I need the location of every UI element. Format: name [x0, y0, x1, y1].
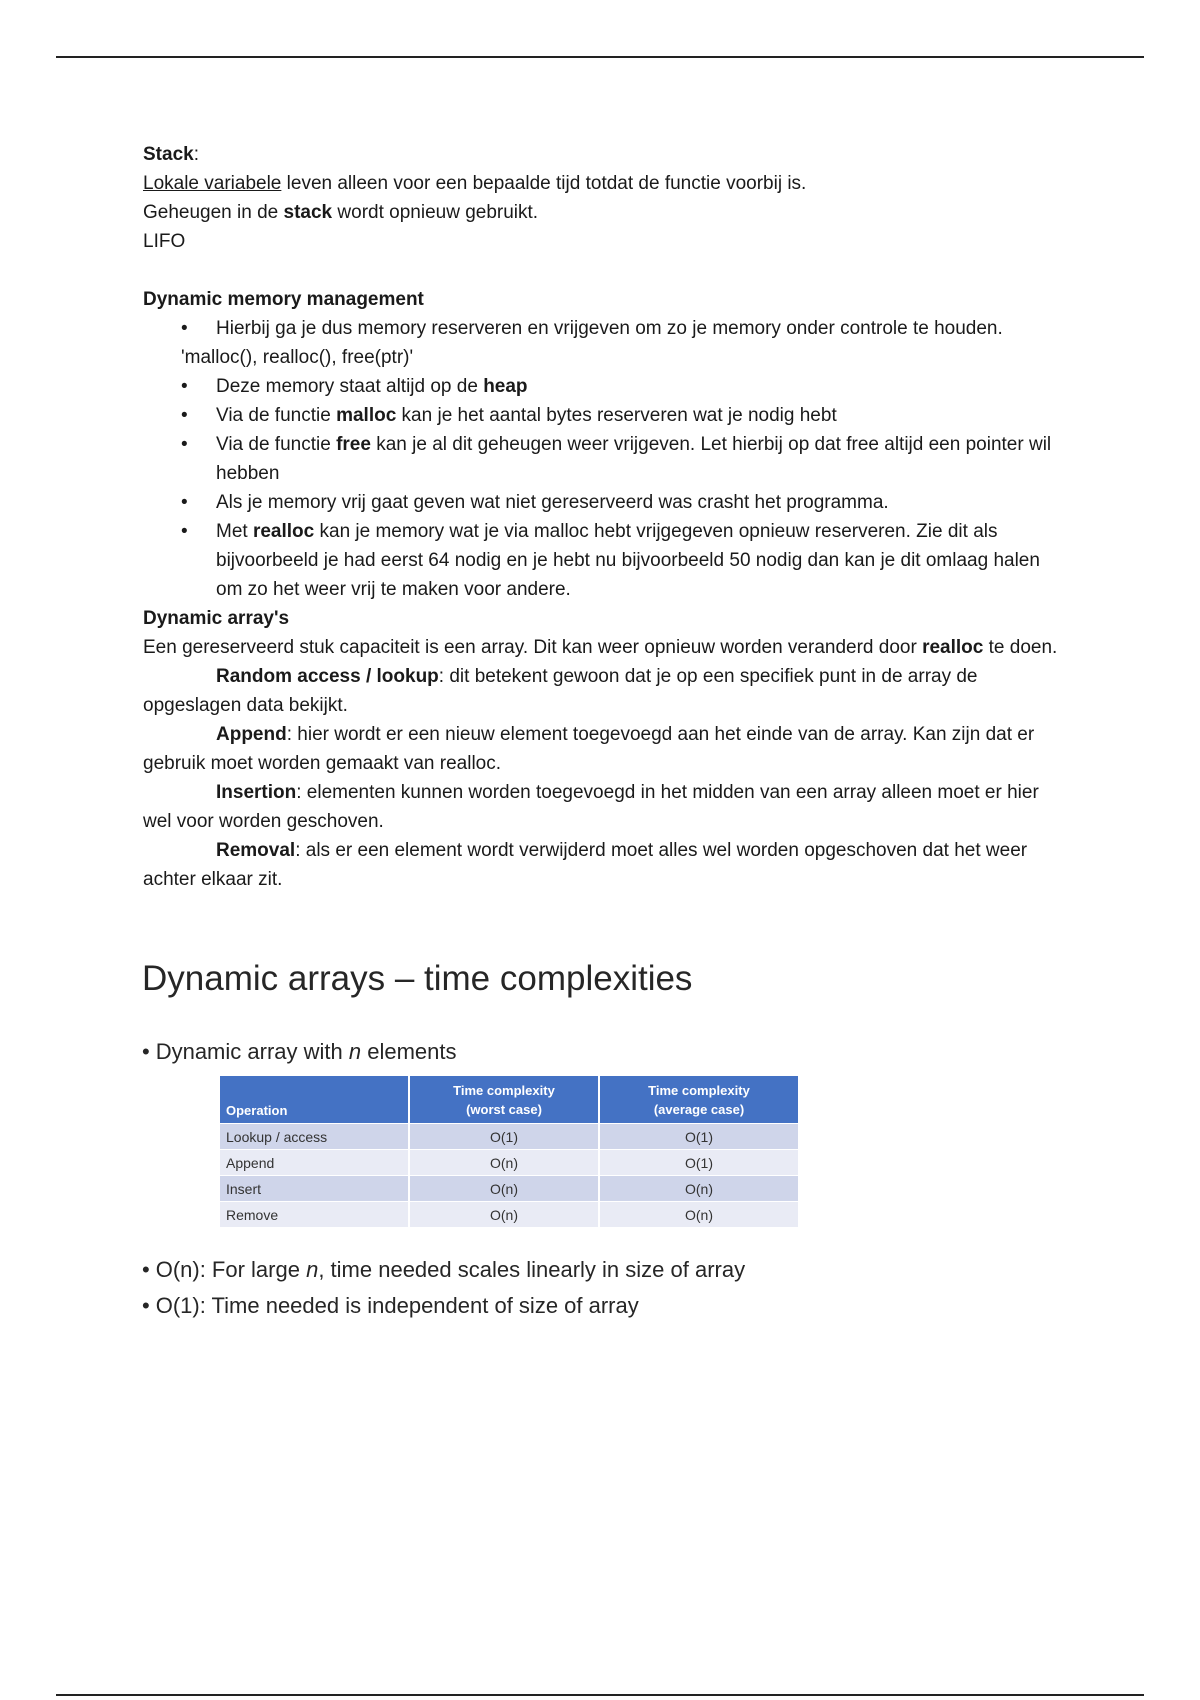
slide-bullet-1: [142, 1038, 457, 1066]
operation-term: Insertion: [216, 782, 297, 803]
footer-rule: [56, 1694, 1144, 1696]
intro-text-end: te doen.: [983, 637, 1058, 658]
list-item: [143, 401, 1063, 430]
operation-term: Random access / lookup: [216, 666, 439, 687]
slide-bullet-text: , time needed scales linearly in size of array: [318, 1257, 746, 1282]
dynamic-arrays-intro: [143, 633, 1063, 662]
list-item-bold: malloc: [336, 405, 397, 426]
operation-random-access: [143, 662, 1063, 720]
list-item-text: kan je al dit geheugen weer vrijgeven. Let hierbij op dat free altijd een pointer wil hebben: [216, 434, 1052, 484]
document-body: [143, 140, 1063, 894]
operation-term: Removal: [216, 840, 296, 861]
intro-bold: realloc: [922, 637, 984, 658]
header-worst-case: [409, 1076, 599, 1124]
list-item-bold: heap: [483, 376, 528, 397]
header-text: (worst case): [466, 1101, 542, 1117]
list-item-bold: realloc: [252, 521, 315, 542]
table-row: [220, 1124, 799, 1150]
stack-line-2: [143, 198, 1063, 227]
header-text: Time complexity: [648, 1082, 750, 1098]
slide-bullet-text: elements: [361, 1039, 457, 1064]
slide-title: Dynamic arrays – time complexities: [142, 959, 693, 998]
slide-bullet-italic: n: [348, 1039, 362, 1064]
stack-line-1-text: leven alleen voor een bepaalde tijd totdat de functie voorbij is.: [281, 173, 807, 194]
slide-bullet-text: Dynamic array with: [155, 1039, 349, 1064]
slide-bullet-2: [142, 1256, 745, 1284]
table-header-row: [220, 1076, 799, 1124]
table-row: [220, 1176, 799, 1202]
table-cell: O(1): [599, 1124, 799, 1150]
operation-description: : als er een element wordt verwijderd moet alles wel worden opgeschoven dat het weer achter elkaar zit.: [143, 840, 1028, 890]
slide-bullet-text: O(1): Time needed is independent of size of array: [155, 1293, 639, 1318]
dmm-list-2: [143, 372, 1063, 604]
list-item-text: Met: [216, 521, 253, 542]
header-operation: Operation: [220, 1076, 409, 1124]
list-item: [143, 517, 1063, 604]
slide-bullet-text: O(n): For large: [155, 1257, 307, 1282]
embedded-slide-image: [136, 950, 936, 1330]
slide-bullet-italic: n: [306, 1257, 319, 1282]
header-rule: [56, 56, 1144, 58]
stack-line-1: [143, 169, 1063, 198]
table-cell: O(1): [409, 1124, 599, 1150]
operation-description: : hier wordt er een nieuw element toegevoegd aan het einde van de array. Kan zijn dat er gebruik moet worden gemaakt van realloc.: [143, 724, 1035, 774]
table-cell: O(n): [599, 1176, 799, 1202]
operation-term: Append: [216, 724, 287, 745]
stack-line-2-pre: Geheugen in de: [143, 202, 284, 223]
list-item-text: Via de functie: [216, 434, 337, 455]
table-cell: O(n): [409, 1176, 599, 1202]
table-cell: O(n): [599, 1202, 799, 1228]
stack-line-3: LIFO: [143, 231, 186, 252]
operation-insertion: [143, 778, 1063, 836]
bullet-dot: •: [142, 1257, 150, 1282]
stack-line-2-bold: stack: [283, 202, 333, 223]
spacer: [143, 256, 1063, 285]
dynamic-arrays-heading: Dynamic array's: [143, 608, 290, 629]
list-item: [143, 372, 1063, 401]
list-item-text: Deze memory staat altijd op de: [216, 376, 484, 397]
operation-description: : elementen kunnen worden toegevoegd in het midden van een array alleen moet er hier wel voor worden geschoven.: [143, 782, 1039, 832]
dmm-list-1: [143, 314, 1063, 343]
time-complexity-table: [220, 1076, 800, 1227]
slide-bullet-3: [142, 1292, 639, 1320]
table-cell: Insert: [220, 1176, 409, 1202]
table-cell: O(n): [409, 1202, 599, 1228]
intro-text: Een gereserveerd stuk capaciteit is een array. Dit kan weer opnieuw worden veranderd door: [143, 637, 923, 658]
list-item-text: kan je het aantal bytes reserveren wat je nodig hebt: [396, 405, 837, 426]
list-item: • Als je memory vrij gaat geven wat niet gereserveerd was crasht het programma.: [143, 488, 1063, 517]
bullet-dot: •: [142, 1039, 150, 1064]
operation-removal: [143, 836, 1063, 894]
list-item: [143, 430, 1063, 488]
list-item: • Hierbij ga je dus memory reserveren en vrijgeven om zo je memory onder controle te houden.: [143, 314, 1063, 343]
bullet-dot: •: [142, 1293, 150, 1318]
table-cell: O(n): [409, 1150, 599, 1176]
table-row: [220, 1150, 799, 1176]
dmm-code-line: 'malloc(), realloc(), free(ptr)': [181, 347, 414, 368]
table-cell: Lookup / access: [220, 1124, 409, 1150]
table-row: [220, 1202, 799, 1228]
header-text: Time complexity: [453, 1082, 555, 1098]
table-cell: O(1): [599, 1150, 799, 1176]
table-cell: Remove: [220, 1202, 409, 1228]
dmm-heading: Dynamic memory management: [143, 289, 424, 310]
stack-heading-colon: :: [193, 144, 199, 165]
stack-local-variables: Lokale variabele: [143, 173, 282, 194]
list-item-bold: free: [336, 434, 371, 455]
operation-description: : dit betekent gewoon dat je op een specifiek punt in de array de opgeslagen data bekijkt.: [143, 666, 978, 716]
header-average-case: [599, 1076, 799, 1124]
stack-heading-line: [143, 140, 1063, 169]
list-item-text: Via de functie: [216, 405, 337, 426]
stack-heading: Stack: [143, 144, 194, 165]
operation-append: [143, 720, 1063, 778]
header-text: (average case): [653, 1101, 745, 1117]
table-cell: Append: [220, 1150, 409, 1176]
stack-line-2-post: wordt opnieuw gebruikt.: [332, 202, 539, 223]
list-item-text: kan je memory wat je via malloc hebt vrijgegeven opnieuw reserveren. Zie dit als bijvoorbeeld je had eerst 64 nodig en je hebt nu bijvoorbeeld 50 nodig dan kan je dit omlaag halen om zo het weer vrij te maken voor andere.: [216, 521, 1040, 600]
